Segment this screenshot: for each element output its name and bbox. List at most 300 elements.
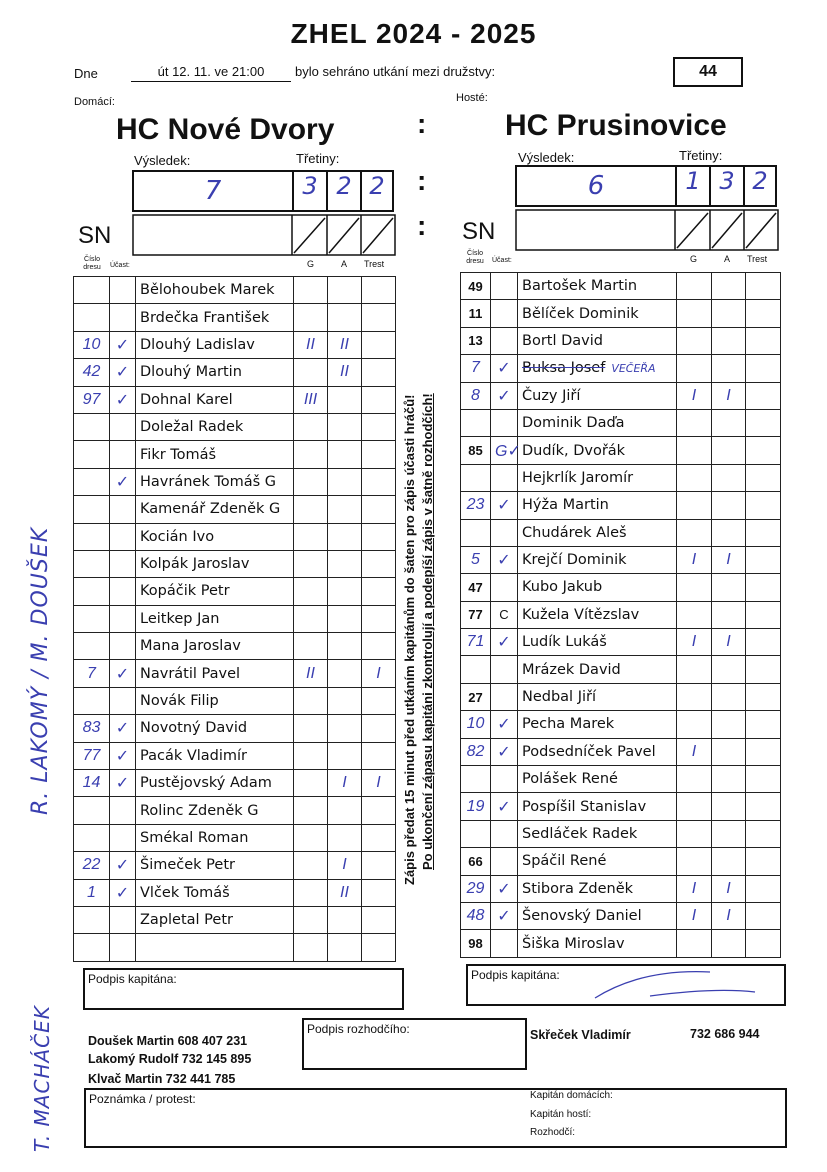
away-assists xyxy=(712,492,746,519)
away-player-row xyxy=(461,300,781,327)
home-assists-text: II xyxy=(340,335,349,353)
away-player-name xyxy=(518,902,677,929)
away-jersey-number xyxy=(461,409,491,436)
away-attendance-mark-text: ✓ xyxy=(497,360,511,378)
away-assists xyxy=(712,848,746,875)
home-jersey-number xyxy=(74,687,110,714)
home-attendance-mark xyxy=(110,633,136,660)
away-player-row xyxy=(461,930,781,957)
away-jersey-number-text: 85 xyxy=(468,443,483,459)
home-penalties xyxy=(362,687,396,714)
home-jersey-number xyxy=(74,386,110,413)
home-goals xyxy=(294,879,328,906)
away-goals-text: I xyxy=(691,386,697,404)
sn-colon: : xyxy=(417,210,427,241)
home-assists xyxy=(328,277,362,304)
home-penalties xyxy=(362,742,396,769)
away-player-name-text: Kubo Jakub xyxy=(522,579,603,596)
away-player-name xyxy=(518,711,677,738)
home-player-name-text: Kamenář Zdeněk G xyxy=(140,501,281,518)
home-player-name-text: Brdečka František xyxy=(140,309,270,326)
home-player-name-text: Zapletal Petr xyxy=(140,912,233,929)
home-player-name-text: Dlouhý Ladislav xyxy=(140,336,255,353)
home-assists xyxy=(328,660,362,687)
away-attendance-mark xyxy=(491,519,518,546)
home-jersey-number-text: 7 xyxy=(87,664,96,682)
home-player-name-text: Leitkep Jan xyxy=(140,610,220,627)
away-jersey-number xyxy=(461,930,491,957)
away-player-row xyxy=(461,820,781,847)
home-penalties-text: I xyxy=(376,774,381,792)
home-player-name-text: Mana Jaroslav xyxy=(140,638,241,655)
home-player-name xyxy=(136,304,294,331)
home-player-name xyxy=(136,633,294,660)
away-player-row xyxy=(461,766,781,793)
away-jersey-number xyxy=(461,629,491,656)
home-player-row xyxy=(74,797,396,824)
away-col-jersey: Číslo dresu xyxy=(466,250,484,265)
away-jersey-number-text: 71 xyxy=(466,633,485,651)
home-col-g: G xyxy=(307,259,315,269)
home-attendance-mark xyxy=(110,413,136,440)
away-assists xyxy=(712,546,746,573)
home-penalties xyxy=(362,413,396,440)
home-attendance-mark-text: ✓ xyxy=(115,665,130,683)
away-player-name-text: Bortl David xyxy=(522,332,603,349)
away-jersey-number-text: 66 xyxy=(468,853,483,869)
away-penalties xyxy=(746,382,781,409)
home-penalties xyxy=(362,304,396,331)
away-jersey-number xyxy=(461,273,491,300)
away-penalties xyxy=(746,574,781,601)
away-jersey-number xyxy=(461,327,491,354)
home-player-name xyxy=(136,770,294,797)
away-jersey-number xyxy=(461,464,491,491)
away-player-name xyxy=(518,766,677,793)
date-value: út 12. 11. ve 21:00 xyxy=(131,64,291,82)
home-assists xyxy=(328,605,362,632)
away-player-name xyxy=(518,629,677,656)
away-player-name-text: Bartošek Martin xyxy=(522,278,638,295)
home-player-name xyxy=(136,715,294,742)
away-player-name xyxy=(518,574,677,601)
away-goals xyxy=(677,629,712,656)
away-goals xyxy=(677,683,712,710)
away-jersey-number-text: 49 xyxy=(468,278,483,294)
away-player-name-text: Bělíček Dominik xyxy=(522,305,639,322)
away-player-name-text: Hejkrlík Jaromír xyxy=(522,469,634,486)
home-player-row xyxy=(74,578,396,605)
home-attendance-mark xyxy=(110,468,136,495)
home-jersey-number xyxy=(74,277,110,304)
away-assists xyxy=(712,711,746,738)
contact-2: Lakomý Rudolf 732 145 895 xyxy=(88,1052,252,1066)
home-attendance-mark xyxy=(110,523,136,550)
away-attendance-mark xyxy=(491,574,518,601)
away-jersey-number xyxy=(461,875,491,902)
away-jersey-number-text: 7 xyxy=(471,359,480,377)
home-assists xyxy=(328,386,362,413)
home-assists xyxy=(328,715,362,742)
played-text: bylo sehráno utkání mezi družstvy: xyxy=(295,64,496,79)
away-attendance-mark xyxy=(491,711,518,738)
away-jersey-number-text: 77 xyxy=(468,607,483,623)
away-team-name: HC Prusinovice xyxy=(505,109,727,142)
home-goals xyxy=(294,715,328,742)
away-jersey-number xyxy=(461,519,491,546)
away-goals xyxy=(677,492,712,519)
score-colon: : xyxy=(417,165,427,196)
home-penalties xyxy=(362,934,396,961)
home-attendance-mark xyxy=(110,879,136,906)
home-attendance-mark xyxy=(110,824,136,851)
home-player-row xyxy=(74,879,396,906)
home-penalties xyxy=(362,496,396,523)
away-attendance-mark xyxy=(491,437,521,464)
away-goals-text: I xyxy=(691,633,697,651)
away-assists xyxy=(712,738,746,765)
away-player-row xyxy=(461,464,781,491)
home-jersey-number xyxy=(74,742,110,769)
away-player-row xyxy=(461,848,781,875)
away-player-name-text: Dominik Daďa xyxy=(522,415,625,432)
home-player-row xyxy=(74,852,396,879)
home-assists xyxy=(328,468,362,495)
away-attendance-mark xyxy=(491,930,518,957)
away-player-name-text: Polášek René xyxy=(522,771,618,788)
home-goals xyxy=(294,304,328,331)
home-penalties xyxy=(362,824,396,851)
away-penalties xyxy=(746,409,781,436)
home-period-3 xyxy=(360,172,392,210)
home-jersey-number xyxy=(74,934,110,961)
away-attendance-mark-text: ✓ xyxy=(497,552,511,570)
away-assists xyxy=(712,601,746,628)
home-captain-sign-box xyxy=(83,968,404,1010)
away-jersey-number xyxy=(461,902,491,929)
home-jersey-number xyxy=(74,852,110,879)
home-player-name-text: Rolinc Zdeněk G xyxy=(140,802,259,819)
home-assists-text: I xyxy=(342,774,347,792)
away-goals xyxy=(677,273,712,300)
away-player-row xyxy=(461,902,781,929)
home-assists xyxy=(328,578,362,605)
away-jersey-number xyxy=(461,546,491,573)
home-player-row xyxy=(74,770,396,797)
away-attendance-mark-text: ✓ xyxy=(497,497,511,515)
away-jersey-number xyxy=(461,820,491,847)
home-player-name-text: Havránek Tomáš G xyxy=(140,473,277,490)
home-period-2-value: 2 xyxy=(336,172,352,200)
away-player-name-text: Krejčí Dominik xyxy=(522,552,627,569)
away-assists xyxy=(712,382,746,409)
away-player-row xyxy=(461,711,781,738)
home-attendance-mark xyxy=(110,359,136,386)
away-goals xyxy=(677,711,712,738)
away-player-row xyxy=(461,355,781,382)
away-player-name-text: Nedbal Jiří xyxy=(522,689,596,706)
home-assists xyxy=(328,523,362,550)
away-jersey-number xyxy=(461,382,491,409)
home-assists xyxy=(328,687,362,714)
away-penalties xyxy=(746,711,781,738)
away-player-name xyxy=(518,875,677,902)
away-assists xyxy=(712,273,746,300)
home-player-name xyxy=(136,605,294,632)
home-player-name-text: Smékal Roman xyxy=(140,830,249,846)
home-score-box xyxy=(132,170,394,212)
away-score-box xyxy=(515,165,777,207)
home-col-trest: Trest xyxy=(364,259,385,269)
away-assists xyxy=(712,574,746,601)
away-player-row xyxy=(461,546,781,573)
away-jersey-number xyxy=(461,300,491,327)
away-assists xyxy=(712,875,746,902)
away-goals xyxy=(677,300,712,327)
referee-name: Skřeček Vladimír xyxy=(530,1028,631,1042)
home-jersey-number xyxy=(74,496,110,523)
away-player-row xyxy=(461,437,781,464)
home-goals xyxy=(294,523,328,550)
away-period-1 xyxy=(675,167,709,205)
home-player-row xyxy=(74,934,396,961)
away-attendance-mark-text: ✓ xyxy=(497,908,511,926)
home-assists xyxy=(328,934,362,961)
away-player-name xyxy=(518,327,677,354)
home-assists xyxy=(328,824,362,851)
home-goals xyxy=(294,687,328,714)
away-goals xyxy=(677,793,712,820)
away-player-row xyxy=(461,327,781,354)
away-assists xyxy=(712,355,746,382)
away-sn-label: SN xyxy=(462,218,496,245)
away-jersey-number xyxy=(461,601,491,628)
away-penalties xyxy=(746,902,781,929)
home-player-name-text: Dohnal Karel xyxy=(140,391,233,408)
away-goals xyxy=(677,574,712,601)
home-col-a: A xyxy=(341,259,348,269)
away-penalties xyxy=(746,300,781,327)
home-attendance-mark xyxy=(110,550,136,577)
away-jersey-number xyxy=(461,492,491,519)
away-penalties xyxy=(746,683,781,710)
home-penalties xyxy=(362,605,396,632)
home-attendance-mark xyxy=(110,770,136,797)
home-player-name xyxy=(136,852,294,879)
away-goals-text: I xyxy=(691,907,697,925)
home-player-row xyxy=(74,824,396,851)
away-player-name-text: Mrázek David xyxy=(522,661,621,678)
away-player-name xyxy=(518,820,677,847)
home-goals xyxy=(294,934,328,961)
home-player-row xyxy=(74,605,396,632)
away-roster-table xyxy=(460,272,781,958)
home-attendance-mark-text: ✓ xyxy=(115,747,130,765)
home-goals xyxy=(294,359,328,386)
home-result-label: Výsledek: xyxy=(134,153,191,168)
away-penalties xyxy=(746,848,781,875)
away-attendance-mark-text: C xyxy=(499,607,509,623)
away-penalties xyxy=(746,273,781,300)
home-attendance-mark xyxy=(110,660,136,687)
away-attendance-mark xyxy=(491,738,518,765)
away-player-name-text: Čuzy Jiří xyxy=(522,387,581,404)
away-attendance-mark xyxy=(491,546,518,573)
home-assists-text: II xyxy=(340,363,349,381)
middle-note-line2: Po ukončení zápasu kapitáni zkontrolují a podepíší zápis v šatně rozhodčích! xyxy=(420,393,435,870)
away-player-name-text: Pospíšil Stanislav xyxy=(522,798,647,815)
away-attendance-mark-text: G✓ xyxy=(495,442,521,460)
away-jersey-number-text: 48 xyxy=(466,907,485,925)
away-player-name-text: Pecha Marek xyxy=(522,716,615,733)
away-goals xyxy=(677,464,712,491)
away-attendance-mark xyxy=(491,629,518,656)
away-jersey-number-text: 10 xyxy=(466,715,485,733)
away-attendance-mark-text: ✓ xyxy=(497,387,511,405)
home-player-name-text: Kolpák Jaroslav xyxy=(140,556,250,573)
away-goals xyxy=(677,656,712,683)
away-goals xyxy=(677,848,712,875)
away-player-name xyxy=(518,437,677,464)
away-penalties xyxy=(746,327,781,354)
away-player-row xyxy=(461,519,781,546)
away-assists xyxy=(712,437,746,464)
home-period-3-value: 2 xyxy=(369,172,385,200)
away-goals xyxy=(677,601,712,628)
away-player-name-text: Chudárek Aleš xyxy=(522,524,627,541)
away-attendance-mark xyxy=(491,273,518,300)
home-player-name xyxy=(136,550,294,577)
away-score: 6 xyxy=(587,171,605,201)
away-label: Hosté: xyxy=(456,92,488,104)
away-player-row xyxy=(461,409,781,436)
away-penalties xyxy=(746,601,781,628)
away-jersey-number-text: 82 xyxy=(466,742,485,760)
away-player-row xyxy=(461,601,781,628)
home-assists xyxy=(328,359,362,386)
away-jersey-number-text: 98 xyxy=(468,936,483,952)
away-player-name xyxy=(518,382,677,409)
away-goals-text: I xyxy=(691,742,697,760)
away-jersey-number-text: 19 xyxy=(466,797,485,815)
away-player-row xyxy=(461,629,781,656)
home-attendance-mark-text: ✓ xyxy=(115,857,130,875)
away-attendance-mark xyxy=(491,820,518,847)
home-jersey-number-text: 10 xyxy=(82,335,101,353)
away-attendance-mark xyxy=(491,875,518,902)
away-attendance-mark-text: ✓ xyxy=(497,716,511,734)
away-period-2-value: 3 xyxy=(719,167,735,195)
away-attendance-mark xyxy=(491,409,518,436)
home-attendance-mark xyxy=(110,605,136,632)
home-goals xyxy=(294,906,328,933)
home-goals-text: III xyxy=(303,390,318,408)
away-periods-label: Třetiny: xyxy=(679,148,723,163)
home-player-name xyxy=(136,386,294,413)
away-player-name xyxy=(518,738,677,765)
home-player-row xyxy=(74,304,396,331)
away-attendance-mark xyxy=(491,382,518,409)
home-player-name xyxy=(136,277,294,304)
home-penalties xyxy=(362,277,396,304)
home-penalties-text: I xyxy=(376,664,381,682)
away-assists xyxy=(712,793,746,820)
home-assists xyxy=(328,797,362,824)
home-assists xyxy=(328,550,362,577)
home-player-name-text: Fikr Tomáš xyxy=(140,446,217,463)
away-assists-text: I xyxy=(726,386,731,404)
away-goals xyxy=(677,327,712,354)
home-sn-label: SN xyxy=(78,222,112,249)
away-goals xyxy=(677,382,712,409)
away-jersey-number xyxy=(461,848,491,875)
home-attendance-mark-text: ✓ xyxy=(115,720,130,738)
away-assists-text: I xyxy=(726,907,731,925)
home-penalties xyxy=(362,633,396,660)
home-player-name-text: Pacák Vladimír xyxy=(140,747,248,764)
home-jersey-number-text: 97 xyxy=(82,390,101,408)
home-penalties xyxy=(362,660,396,687)
home-period-2 xyxy=(326,172,360,210)
home-player-name xyxy=(136,359,294,386)
home-attendance-mark-text: ✓ xyxy=(115,473,130,491)
away-assists xyxy=(712,820,746,847)
home-penalties xyxy=(362,715,396,742)
home-jersey-number xyxy=(74,906,110,933)
home-attendance-mark xyxy=(110,797,136,824)
away-jersey-number xyxy=(461,656,491,683)
away-player-row xyxy=(461,273,781,300)
home-goals xyxy=(294,496,328,523)
home-player-row xyxy=(74,413,396,440)
away-attendance-mark xyxy=(491,300,518,327)
home-penalties xyxy=(362,906,396,933)
home-assists-text: II xyxy=(340,883,349,901)
away-goals xyxy=(677,875,712,902)
home-penalties xyxy=(362,550,396,577)
home-goals xyxy=(294,413,328,440)
away-sn-box xyxy=(515,209,779,251)
home-goals xyxy=(294,468,328,495)
home-jersey-number xyxy=(74,359,110,386)
away-player-row xyxy=(461,875,781,902)
home-player-name xyxy=(136,660,294,687)
away-assists xyxy=(712,930,746,957)
home-penalties xyxy=(362,359,396,386)
home-player-name xyxy=(136,934,294,961)
home-attendance-mark xyxy=(110,441,136,468)
away-jersey-number xyxy=(461,437,491,464)
home-player-name xyxy=(136,413,294,440)
home-jersey-number-text: 22 xyxy=(82,856,101,874)
away-goals xyxy=(677,437,712,464)
away-captain-sign-label: Podpis kapitána: xyxy=(471,968,560,982)
home-player-name-text: Šimeček Petr xyxy=(140,857,235,874)
away-player-name xyxy=(518,848,677,875)
away-penalties xyxy=(746,629,781,656)
home-attendance-mark xyxy=(110,578,136,605)
away-jersey-number-text: 27 xyxy=(468,689,483,705)
home-attendance-mark-text: ✓ xyxy=(115,884,130,902)
home-attendance-mark xyxy=(110,304,136,331)
away-penalties xyxy=(746,464,781,491)
home-player-name xyxy=(136,441,294,468)
home-player-name xyxy=(136,331,294,358)
away-assists xyxy=(712,409,746,436)
away-assists xyxy=(712,629,746,656)
captain-away-label: Kapitán hostí: xyxy=(530,1109,592,1120)
home-player-name-text: Navrátil Pavel xyxy=(140,665,241,682)
